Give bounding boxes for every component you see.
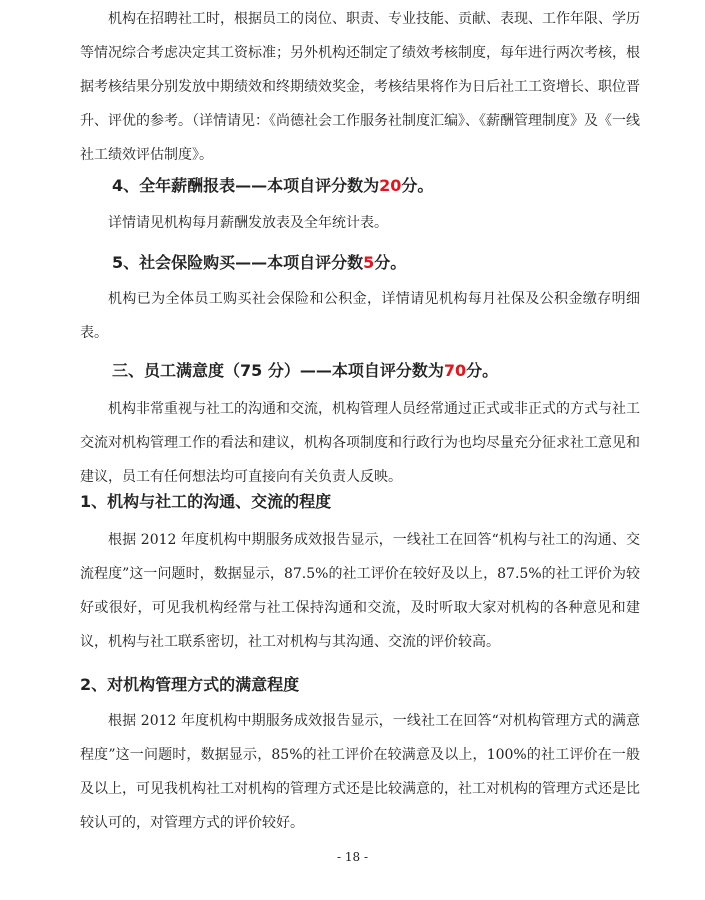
section-4-body: 详情请见机构每月薪酬发放表及全年统计表。 (108, 215, 388, 231)
section-4-heading-suffix: 分。 (401, 176, 434, 195)
sub-2-body: 根据 2012 年度机构中期服务成效报告显示，一线社工在回答“对机构管理方式的满意程度”这一问题时，数据显示，85%的社工评价在较满意及以上，100%的社工评价在一般及以上，可见我机构社工对机构的管理方式还是比较满意的，社工对机构的管理方式还是比较认可的，对管理方式的评价较好。 (80, 713, 640, 831)
page-number: - 18 - (336, 850, 368, 864)
section-4-score: 20 (379, 176, 402, 195)
section-4-body-block (80, 206, 640, 240)
intro-paragraph: 机构在招聘社工时，根据员工的岗位、职责、专业技能、贡献、表现、工作年限、学历等情况综合考虑决定其工资标准；另外机构还制定了绩效考核制度，每年进行两次考核，根据考核结果分别发放中期绩效和终期绩效奖金，考核结果将作为日后社工工资增长、职位晋升、评优的参考。（详情请见：《尚德社会工作服务社制度汇编》、《薪酬管理制度》及《一线社工绩效评估制度》。 (80, 11, 640, 163)
section-5-score: 5 (363, 253, 375, 272)
section-3-heading (112, 359, 498, 383)
section-5-body: 机构已为全体员工购买社会保险和公积金，详情请见机构每月社保及公积金缴存明细表。 (80, 291, 640, 341)
section-5-heading-suffix: 分。 (374, 253, 407, 272)
sub-1-body-block (80, 523, 640, 659)
section-5-heading (112, 251, 406, 275)
sub-2-heading: 2、对机构管理方式的满意程度 (80, 675, 300, 694)
section-3-score: 70 (443, 361, 467, 380)
section-4-heading (112, 174, 433, 198)
section-5-body-block (80, 282, 640, 350)
section-3-body: 机构非常重视与社工的沟通和交流，机构管理人员经常通过正式或非正式的方式与社工交流对机构管理工作的看法和建议，机构各项制度和行政行为也均尽量充分征求社工意见和建议，员工有任何想法均可直接向有关负责人反映。 (80, 401, 640, 485)
section-3-heading-suffix: 分。 (466, 361, 499, 380)
section-5-heading-text: 5、社会保险购买——本项自评分数 (112, 253, 364, 272)
sub-1-heading: 1、机构与社工的沟通、交流的程度 (80, 492, 332, 511)
sub-2-body-block (80, 704, 640, 840)
section-3-body-block (80, 392, 640, 494)
section-4-heading-text: 4、全年薪酬报表——本项自评分数为 (112, 176, 380, 195)
intro-block (80, 2, 640, 172)
section-3-heading-text: 三、员工满意度（75 分）——本项自评分数为 (112, 361, 444, 380)
sub-1-body: 根据 2012 年度机构中期服务成效报告显示，一线社工在回答“机构与社工的沟通、交流程度”这一问题时，数据显示，87.5%的社工评价在较好及以上，87.5%的社工评价为较好或很好，可见我机构经常与社工保持沟通和交流，及时听取大家对机构的各种意见和建议，机构与社工联系密切，社工对机构与其沟通、交流的评价较高。 (80, 532, 640, 650)
